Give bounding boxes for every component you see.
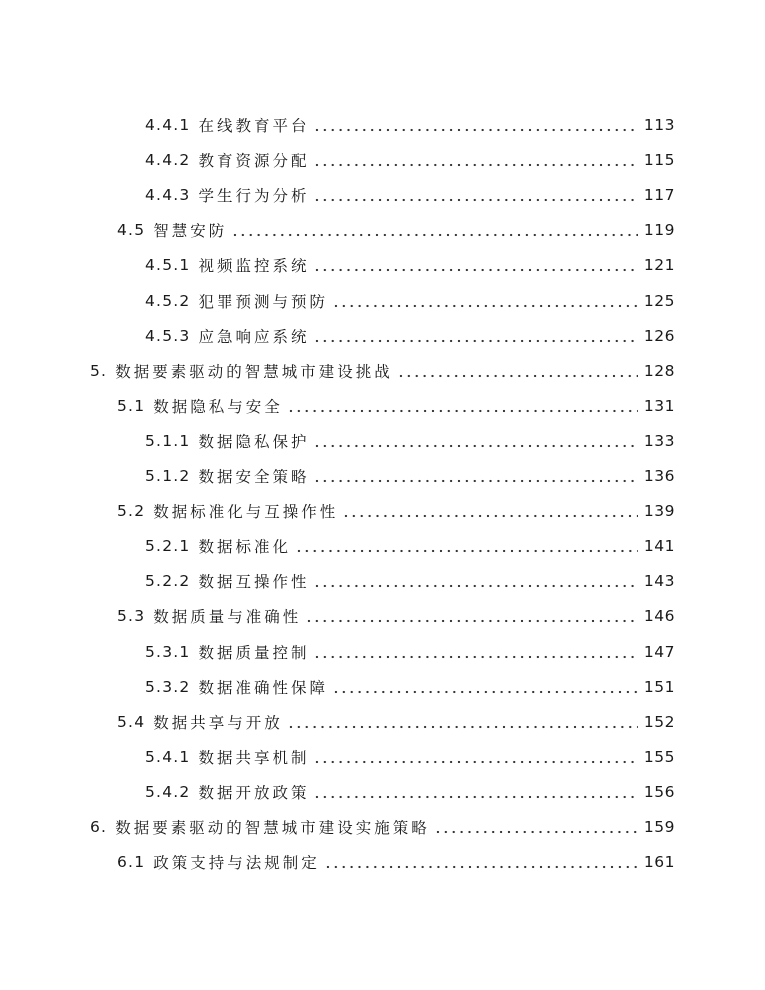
toc-entry[interactable]: [117, 218, 675, 242]
dot-leader: [313, 113, 637, 137]
toc-entry[interactable]: [145, 464, 675, 488]
dot-leader: [287, 710, 638, 734]
toc-entry-page-number: 141: [643, 537, 675, 556]
toc-entry-title: 应急响应系统: [198, 327, 310, 346]
toc-entry-title: 在线教育平台: [198, 117, 310, 135]
toc-entry-page-number: 131: [643, 396, 675, 415]
toc-entry-title: 数据标准化与互操作性: [153, 503, 339, 522]
toc-entry[interactable]: [145, 183, 675, 207]
toc-entry-number: 5.3.1: [145, 642, 191, 661]
toc-entry-page-number: 119: [643, 221, 675, 240]
toc-entry-title: 数据准确性保障: [198, 678, 328, 697]
toc-entry[interactable]: [145, 780, 675, 804]
toc-entry[interactable]: [145, 289, 675, 313]
dot-leader: [313, 183, 637, 207]
toc-entry-title: 学生行为分析: [198, 187, 310, 206]
toc-entry-page-number: 159: [643, 818, 675, 836]
toc-entry-number: 5.3: [117, 607, 146, 626]
toc-entry-title: 数据互操作性: [198, 573, 310, 592]
toc-entry-title: 数据隐私保护: [198, 432, 310, 451]
toc-entry[interactable]: [145, 253, 675, 277]
toc-entry-page-number: 117: [643, 186, 675, 205]
toc-entry[interactable]: [145, 569, 675, 593]
toc-entry-page-number: 147: [643, 642, 675, 661]
toc-entry[interactable]: [145, 113, 675, 137]
toc-entry-page-number: 152: [643, 712, 675, 731]
toc-entry-number: 5.4: [117, 712, 146, 731]
toc-entry-number: 4.5.1: [145, 256, 191, 275]
toc-entry-page-number: 143: [643, 572, 675, 591]
toc-entry-title: 数据质量与准确性: [153, 608, 302, 627]
toc-entry-number: 5.4.2: [145, 782, 191, 801]
dot-leader: [313, 324, 637, 348]
dot-leader: [313, 464, 637, 488]
toc-entry-page-number: 146: [643, 607, 675, 626]
toc-entry-number: 4.4.3: [145, 186, 191, 205]
toc-entry-number: 4.5.3: [145, 326, 191, 345]
toc-entry-number: 5.3.2: [145, 677, 191, 696]
toc-entry[interactable]: [90, 359, 675, 383]
dot-leader: [313, 148, 637, 172]
toc-entry[interactable]: [117, 394, 675, 418]
toc-entry-page-number: 151: [643, 677, 675, 696]
dot-leader: [313, 569, 637, 593]
dot-leader: [313, 640, 637, 664]
dot-leader: [434, 815, 638, 839]
toc-entry-title: 数据共享机制: [198, 748, 310, 767]
toc-entry-title: 数据质量控制: [198, 643, 310, 662]
toc-entry-number: 5.2.1: [145, 537, 191, 556]
toc-entry[interactable]: [117, 604, 675, 628]
toc-entry[interactable]: [117, 710, 675, 734]
toc-entry-number: 4.4.2: [145, 151, 191, 170]
toc-entry-title: 数据安全策略: [198, 468, 310, 486]
toc-entry-number: 4.4.1: [145, 116, 191, 134]
toc-entry-title: 数据标准化: [198, 538, 291, 557]
toc-entry-page-number: 115: [643, 151, 675, 170]
dot-leader: [313, 429, 637, 453]
dot-leader: [231, 218, 638, 242]
toc-entry-number: 6.1: [117, 853, 146, 872]
toc-entry-title: 智慧安防: [153, 222, 228, 241]
dot-leader: [313, 745, 637, 769]
toc-entry-page-number: 113: [643, 116, 675, 134]
toc-entry-title: 犯罪预测与预防: [198, 292, 328, 311]
toc-entry-page-number: 126: [643, 326, 675, 345]
toc-entry[interactable]: [145, 745, 675, 769]
dot-leader: [313, 780, 637, 804]
toc-entry[interactable]: [145, 675, 675, 699]
toc-entry-title: 数据隐私与安全: [153, 397, 283, 416]
dot-leader: [295, 534, 638, 558]
toc-entry[interactable]: [90, 815, 675, 839]
toc-entry[interactable]: [117, 499, 675, 523]
toc-entry-number: 5.1.2: [145, 467, 191, 485]
toc-entry[interactable]: [145, 148, 675, 172]
toc-entry[interactable]: [145, 324, 675, 348]
toc-entry-title: 视频监控系统: [198, 257, 310, 276]
toc-entry-number: 4.5.2: [145, 291, 191, 310]
toc-entry-number: 5.: [90, 361, 108, 380]
toc-entry[interactable]: [145, 429, 675, 453]
toc-entry-page-number: 125: [643, 291, 675, 310]
dot-leader: [332, 675, 638, 699]
toc-entry-number: 5.1.1: [145, 431, 191, 450]
toc-entry-page-number: 133: [643, 431, 675, 450]
toc-entry-page-number: 128: [643, 361, 675, 380]
toc-entry-number: 6.: [90, 818, 108, 836]
dot-leader: [324, 850, 638, 874]
toc-entry-title: 数据要素驱动的智慧城市建设实施策略: [115, 819, 430, 837]
toc-entry-number: 5.2.2: [145, 572, 191, 591]
toc-entry-page-number: 161: [643, 853, 675, 872]
toc-entry-number: 5.2: [117, 502, 146, 521]
dot-leader: [313, 253, 637, 277]
toc-entry-page-number: 121: [643, 256, 675, 275]
toc-entry-number: 5.1: [117, 396, 146, 415]
toc-entry-title: 数据共享与开放: [153, 713, 283, 732]
dot-leader: [397, 359, 638, 383]
toc-entry[interactable]: [145, 534, 675, 558]
toc-entry-title: 教育资源分配: [198, 152, 310, 171]
dot-leader: [287, 394, 638, 418]
dot-leader: [332, 289, 638, 313]
toc-entry-page-number: 156: [643, 782, 675, 801]
toc-entry-title: 政策支持与法规制定: [153, 854, 320, 873]
toc-entry-number: 5.4.1: [145, 747, 191, 766]
toc-entry-page-number: 139: [643, 502, 675, 521]
toc-entry[interactable]: [145, 640, 675, 664]
toc-entry-page-number: 155: [643, 747, 675, 766]
toc-entry-title: 数据要素驱动的智慧城市建设挑战: [115, 362, 393, 381]
toc-entry-page-number: 136: [643, 467, 675, 485]
toc-entry[interactable]: [117, 850, 675, 874]
dot-leader: [342, 499, 638, 523]
dot-leader: [305, 604, 638, 628]
toc-entry-number: 4.5: [117, 221, 146, 240]
toc-entry-title: 数据开放政策: [198, 783, 310, 802]
